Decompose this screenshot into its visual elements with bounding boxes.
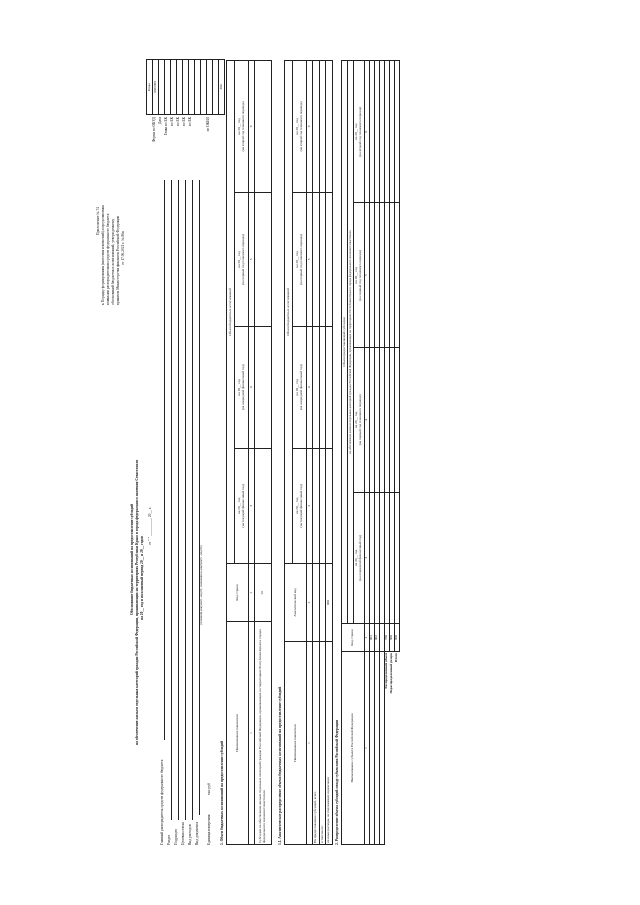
col-y4 — [293, 61, 307, 193]
col-num: 5 — [365, 203, 370, 348]
section1-title: 1. Объем бюджетных ассигнований на предоставление субсидий — [220, 740, 224, 845]
value-cell[interactable] — [255, 326, 272, 448]
col-code: Аналитический код — [285, 564, 307, 642]
table-row-label: в том числе: — [320, 642, 326, 845]
col-group-sub: на обеспечение жильем отдельных категорий граждан Российской Федерации, проживающих на территориях Республики Крым и города федерального значения Севастополя — [348, 61, 354, 624]
podrazdel-line — [178, 180, 179, 820]
col-num: 3 — [365, 492, 370, 623]
col-y3 — [354, 203, 365, 348]
codes-header: Коды — [147, 60, 153, 115]
year-sub: (на второй год планового периода) — [240, 101, 245, 152]
year-label: на 20__ год — [354, 123, 359, 140]
bk-label: по БК — [182, 117, 186, 127]
year-sub: (на очередной финансовый год) — [240, 364, 245, 411]
cs-line — [185, 180, 186, 820]
table-row-label: на иные расходы, не подлежащие индексации — [326, 642, 333, 845]
year-label: на 20__ год — [294, 118, 299, 135]
row-code: 002 — [375, 624, 380, 652]
col-y1 — [235, 448, 249, 563]
value-cell[interactable] — [394, 492, 399, 623]
razdel-label: Раздел — [167, 834, 171, 845]
doc-title-period: на 20__ год и на плановый период 20__ и 20__ годов — [140, 536, 144, 620]
value-cell[interactable] — [326, 326, 333, 448]
value-cell[interactable] — [394, 203, 399, 348]
form-label: Форма по ОКУД — [152, 117, 156, 143]
appendix-line: к Порядку формирования (внесения изменений) и представления — [101, 205, 105, 305]
rotated-form — [90, 40, 398, 865]
col-num: 1 — [249, 622, 255, 845]
year-sub: (на первый год планового периода) — [358, 249, 362, 301]
form-code: 0505368 — [153, 60, 159, 115]
col-y3 — [293, 192, 307, 326]
row-code: 700 — [385, 624, 390, 652]
appendix-line: приказом Министерства финансов Российской Федерации — [116, 215, 120, 305]
col-num: 4 — [249, 326, 255, 448]
col-y2 — [235, 326, 249, 448]
col-y4 — [235, 61, 249, 193]
year-sub: (на текущий финансовый год) — [240, 484, 245, 528]
cs-label: Целевая статья — [181, 822, 185, 845]
col-code: Код строки — [227, 564, 249, 622]
year-label: на 20__ год — [294, 251, 299, 268]
col-name: Наименование показателя — [227, 622, 249, 845]
col-group: Объем бюджетных ассигнований — [227, 61, 235, 564]
value-cell[interactable] — [326, 61, 333, 193]
doc-title: Обоснование бюджетных ассигнований на предоставление субсидий — [130, 503, 134, 615]
section1-table — [226, 60, 272, 845]
value-cell[interactable] — [313, 192, 320, 326]
year-label: на 20__ год — [354, 549, 359, 567]
row-code: 001 — [370, 624, 375, 652]
row-code — [313, 564, 320, 642]
section2-table — [341, 60, 400, 845]
year-label: на 20__ год — [354, 411, 359, 429]
value-cell[interactable] — [255, 192, 272, 326]
col-y2 — [354, 348, 365, 493]
neraspr-label: Нераспределенный резерв — [388, 653, 393, 694]
col-group: Объем бюджетных ассигнований — [285, 61, 293, 564]
section11-title: 1.1. Аналитическое распределение объема бюджетных ассигнований на предоставление субсидий — [278, 686, 282, 845]
row-code: 900 — [394, 624, 399, 652]
bk-label: по БК — [188, 117, 192, 127]
col-num: 1 — [307, 642, 313, 845]
bk-label: по БК — [170, 117, 174, 127]
date-label: Дата — [158, 117, 162, 125]
col-num: 3 — [249, 448, 255, 563]
doc-line — [199, 180, 200, 815]
year-label: на 20__ год — [294, 379, 299, 396]
appendix-line: от 17.06.2021 г. № 86н — [121, 231, 125, 265]
year-label: на 20__ год — [294, 497, 299, 514]
year-label: на 20__ год — [354, 267, 359, 284]
col-y3 — [235, 192, 249, 326]
col-y2 — [293, 326, 307, 448]
col-y1 — [293, 448, 307, 563]
col-code: Код строки — [342, 624, 365, 652]
col-group: Объем предоставляемой субсидии — [342, 61, 348, 624]
codes-table — [146, 59, 225, 115]
section2-title: 2. Распределение объема субсидий между субъектами Российской Федерации — [335, 719, 339, 845]
col-y1 — [354, 492, 365, 623]
value-cell[interactable] — [255, 448, 272, 563]
col-num: 6 — [249, 61, 255, 193]
col-name: Наименование показателя — [285, 642, 307, 845]
document-page — [90, 40, 398, 865]
doc-hint: (основной документ - код 01; изменения к документу - код 02) — [199, 545, 203, 625]
value-cell[interactable] — [394, 61, 399, 203]
section11-table — [284, 60, 333, 845]
raspr-label: Распределенный объем — [384, 653, 389, 689]
col-num: 6 — [365, 61, 370, 203]
doc-label: Вид документа — [195, 821, 199, 845]
appendix-number: Приложение № 74 — [96, 206, 100, 235]
year-sub: (на первый год планового периода) — [298, 234, 303, 285]
value-cell[interactable] — [255, 61, 272, 193]
value-cell[interactable] — [313, 326, 320, 448]
col-num: 4 — [365, 348, 370, 493]
year-sub: (на очередной финансовый год) — [298, 364, 303, 411]
year-label: на 20__ год — [236, 497, 241, 514]
row-code: 000 — [326, 564, 333, 642]
value-cell[interactable] — [313, 448, 320, 563]
itogo-label: Итого — [393, 653, 398, 663]
col-num: 2 — [249, 564, 255, 622]
okei-code: 384 — [219, 60, 225, 115]
razdel-line — [171, 180, 172, 820]
year-sub: (на очередной финансовый год) — [358, 534, 362, 581]
unit-label: Единица измерения: — [207, 813, 211, 845]
bk-label: по БК — [176, 117, 180, 127]
row-code: 01 — [255, 564, 272, 622]
year-sub: (на второй год планового периода) — [298, 101, 303, 152]
col-num: 4 — [307, 326, 313, 448]
year-sub: (на первый год планового периода) — [358, 394, 362, 446]
col-num: 6 — [307, 61, 313, 193]
col-num: 5 — [307, 192, 313, 326]
unit-value: тыс руб — [207, 783, 211, 795]
vr-line — [192, 180, 193, 820]
year-label: на 20__ год — [236, 118, 241, 135]
vr-label: Вид расходов — [188, 824, 192, 845]
year-label: на 20__ год — [236, 251, 241, 268]
table-row-label: Субсидии на обеспечение жильем отдельных категорий граждан Российской Федерации, проживающих на территориях Республики Крым и города федерального значения Севастополя — [255, 622, 272, 845]
col-y4 — [354, 61, 365, 203]
col-num: 3 — [307, 448, 313, 563]
year-sub: (на второй год планового периода) — [358, 106, 362, 157]
grbs-label: Главный распорядитель средств федерального бюджета — [160, 759, 164, 845]
value-cell[interactable] — [326, 448, 333, 563]
value-cell[interactable] — [313, 61, 320, 193]
podrazdel-label: Подраздел — [174, 828, 178, 845]
row-code: 800 — [389, 624, 394, 652]
glava-label: Глава по БК — [164, 117, 168, 136]
col-name: Наименование субъекта Российской Федерации — [342, 652, 365, 845]
appendix-line: главными распорядителями средств федерального бюджета — [106, 213, 110, 305]
year-sub: (на текущий финансовый год) — [298, 484, 303, 528]
year-sub: (на первый год планового периода) — [240, 234, 245, 285]
doc-title-sub: на обеспечение жильем отдельных категорий граждан Российской Федерации, проживающих на территориях Республики Крым и города федерального значения Севастополя — [135, 459, 139, 745]
value-cell[interactable] — [394, 348, 399, 493]
grbs-line — [164, 180, 165, 740]
year-label: на 20__ год — [236, 379, 241, 396]
okei-label: по ОКЕИ — [206, 117, 210, 132]
date-line: от " " __________ 20__ г. — [148, 507, 152, 545]
col-num: 2 — [307, 564, 313, 642]
col-num: 2 — [365, 624, 370, 652]
appendix-line: обоснований бюджетных ассигнований, утвержденному — [111, 218, 115, 305]
table-row-label: На предоставление субсидий, всего — [313, 642, 320, 845]
value-cell[interactable] — [326, 192, 333, 326]
col-num: 1 — [365, 652, 370, 845]
col-num: 5 — [249, 192, 255, 326]
